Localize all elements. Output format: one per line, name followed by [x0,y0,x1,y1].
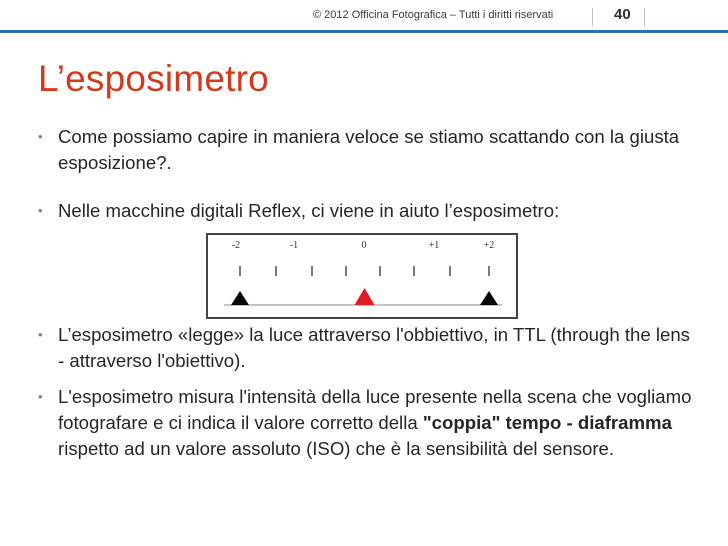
header-bar [0,0,728,30]
bullet-dot-icon: • [38,203,43,218]
header-separator [644,8,645,26]
bullet-text: Come possiamo capire in maniera veloce se stiamo scattando con la giusta esposizione?. [58,126,680,173]
scale-label: +1 [428,240,440,251]
bullet-dot-icon: • [38,129,43,144]
bullet-text: Nelle macchine digitali Reflex, ci viene in aiuto l’esposimetro: [58,200,560,221]
bullet-text [58,384,698,462]
bullet-text-part: L'esposimetro misura l'intensità della luce presente nella scena che vogliamo fotografare e ci indica il valore corretto della [58,386,692,433]
bullet-text-bold: "coppia" tempo - diaframma [422,412,672,433]
exposure-meter [206,233,518,319]
scale-label: -1 [289,240,299,251]
scale-label: 0 [361,240,367,251]
page-number: 40 [614,6,631,23]
header-separator [592,8,593,26]
slide-title: L’esposimetro [38,58,269,99]
bullet-text-part: rispetto ad un valore assoluto (ISO) che è la sensibilità del sensore. [58,438,615,459]
scale-label: -2 [231,240,241,251]
bullet-text: L’esposimetro «legge» la luce attraverso l'obbiettivo, in TTL (through the lens - attraverso l'obiettivo). [58,324,690,371]
copyright-text: © 2012 Officina Fotografica – Tutti i diritti riservati [313,9,554,21]
scale-label: +2 [483,240,495,251]
bullet-dot-icon: • [38,389,43,404]
header-accent-line [0,30,728,33]
bullet-dot-icon: • [38,327,43,342]
